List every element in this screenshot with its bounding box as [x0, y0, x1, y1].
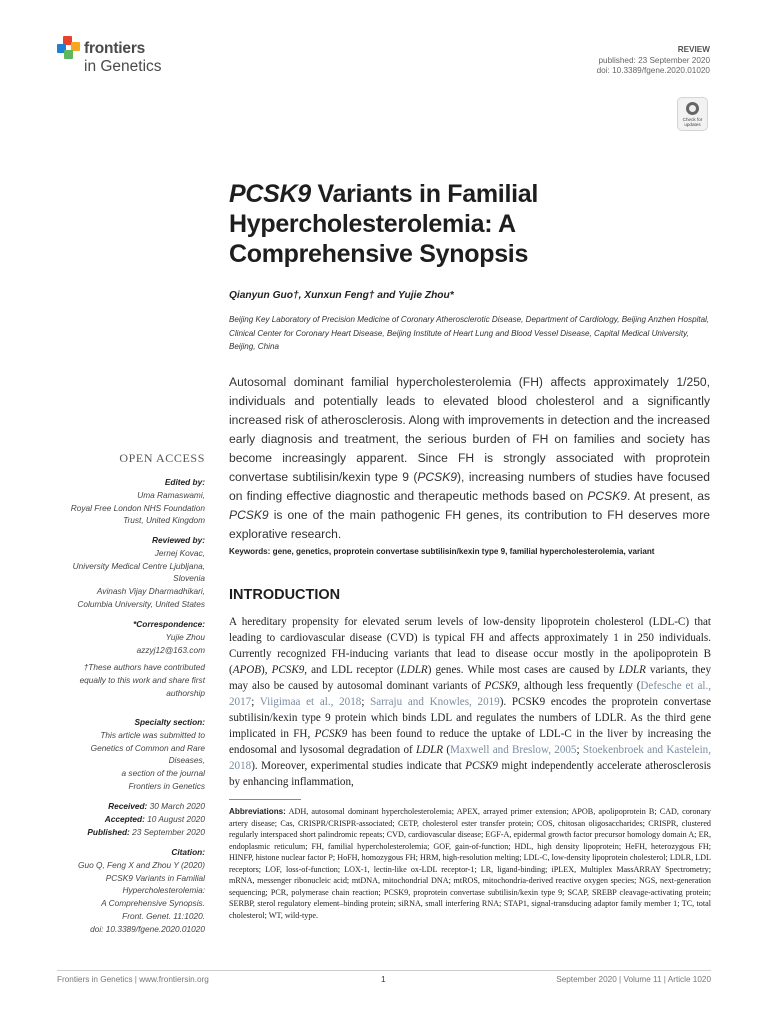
reference-link[interactable]: Viigimaa et al., 2018 [259, 695, 362, 708]
body-text: ( [443, 743, 451, 756]
specialty-heading: Specialty section: [134, 717, 205, 727]
reference-link[interactable]: Defesche et al., 2017 [229, 679, 711, 708]
abbreviations-text: ADH, autosomal dominant hypercholesterolemia; APEX, arrayed primer extension; APOB, apolipoprotein B; CAD, coronary artery disease; Cas, CRISPR/CRISPR-associated; CETP, cholesterol ester transfer protein; COS, chitosan oligosaccharides; CRISPR, clustered regularly interspaced short palindromic repeats; CVD, cardiovascular disease; EGF-A, epidermal growth factor precursor homology domain A; ER, endoplasmic reticulum; FH, familial hypercholesterolemia; GOF, gain-of-function; HDL, high density lipoprotein; HeFH, heterozygous FH; HINFP, histone nuclear factor P; HoFH, homozygous FH; HRM, high-resolution melting; LDL-C, low-density lipoprotein cholesterol; LDLR, LDL receptors; LOF, loss-of-function; LOX-1, lectin-like ox-LDL receptor-1; LR, ligand-binding; iPLEX, Multiplex MassARRAY Spectrometry; mRNA, messenger ribonucleic acid; mtDNA, mitochondrial DNA; mtROS, mitochondria-derived reactive oxygen species; NGS, next-generation sequencing; PCR, polymerase chain reaction; PCSK9, proprotein convertase subtilisin/kexin type 9; SCAP, SREBP cleavage-activating protein; SERBP, sterol regulatory element–binding protein; siRNA, small interfering RNA; STAP1, signal-transducing adaptor family member 1; TC, total cholesterol; WT, wild-type. [229, 807, 711, 920]
doi-link[interactable]: doi: 10.3389/fgene.2020.01020 [596, 66, 710, 75]
article-title [229, 179, 699, 269]
reviewer-line: University Medical Centre Ljubljana, [72, 560, 205, 571]
reference-link[interactable]: Maxwell and Breslow, 2005 [450, 743, 577, 756]
editor-line: Trust, United Kingdom [123, 515, 205, 526]
abstract-text: is one of the main pathogenic FH genes, its contribution to FH deserves more explorative research. [229, 508, 710, 541]
open-access-label: OPEN ACCESS [119, 451, 205, 465]
body-text: A hereditary propensity for elevated serum levels of low-density lipoprotein cholesterol (LDL-C) that leading to cardiovascular disease (CVD) is typical FH and affects approximately 1 in 250 individuals. Currently recognized FH-inducing variants that lead to disease occur mostly in the apolipoprotein B ( [229, 616, 711, 676]
gene-name: LDLR [618, 663, 646, 676]
title-line3: Comprehensive Synopsis [229, 240, 529, 268]
journal-logo[interactable] [57, 36, 177, 80]
reviewer-line: Jernej Kovac, [154, 547, 205, 558]
citation-line: Hypercholesterolemia: [122, 885, 205, 896]
check-for-updates-label: Check for updates [682, 117, 703, 127]
section-heading-introduction: INTRODUCTION [229, 587, 341, 603]
contribution-line: †These authors have contributed [83, 662, 205, 672]
affiliation: Beijing Key Laboratory of Precision Medicine of Coronary Atherosclerotic Disease, Department of Cardiology, Beijing Anzhen Hospital, Clinical Center for Coronary Heart Disease, Beijing Institute of Heart Lung and Blood Vessel Disease, Capital Medical University, Beijing, China [229, 315, 710, 351]
specialty-section [91, 716, 205, 793]
reference-link[interactable]: Stoekenbroek and Kastelein, 2018 [229, 743, 711, 772]
reviewed-by-heading: Reviewed by: [151, 535, 205, 545]
accepted-date: 10 August 2020 [147, 813, 205, 824]
gene-name: PCSK9 [314, 727, 348, 740]
gene-name: PCSK9 [484, 679, 518, 692]
abbreviations-footnote [229, 806, 711, 921]
footnote-divider [229, 799, 301, 800]
citation-doi[interactable]: doi: 10.3389/fgene.2020.01020 [90, 923, 205, 934]
update-check-icon [686, 102, 699, 115]
dates-section [87, 800, 205, 838]
body-text: variants, they may also be caused by autosomal dominant variants of [229, 663, 711, 692]
journal-name: frontiers [84, 40, 146, 57]
accepted-heading: Accepted: [104, 813, 145, 824]
body-text: ). Moreover, experimental studies indicate that [251, 759, 466, 772]
correspondence-section [133, 618, 205, 656]
journal-subname: in Genetics [84, 58, 162, 75]
author-list: Qianyun Guo†, Xunxun Feng† and Yujie Zhou* [229, 290, 454, 301]
reviewer-line: Slovenia [173, 573, 205, 584]
introduction-paragraph [229, 615, 711, 790]
abstract [229, 373, 710, 544]
footer-divider [57, 970, 711, 971]
citation-line: A Comprehensive Synopsis. [101, 898, 205, 909]
gene-name: APOB [232, 663, 262, 676]
citation-heading: Citation: [171, 847, 205, 857]
abstract-text: ), increasing numbers of studies have focused on finding effective diagnostic and therapeutic methods based on [229, 470, 710, 503]
published-date-sidebar: 23 September 2020 [132, 826, 205, 837]
gene-name: PCSK9 [271, 663, 305, 676]
body-text: ). PCSK9 encodes the proprotein convertase subtilisin/kexin type 9 protein which binds LDL and regulates the numbers of LDLR. As the third gene implicated in FH, [229, 695, 712, 740]
article-meta [597, 45, 710, 77]
gene-name: PCSK9 [229, 508, 269, 522]
reviewed-by-section [73, 534, 205, 611]
edited-by-section [71, 476, 205, 527]
gene-name: PCSK9 [417, 470, 458, 484]
abbreviations-label: Abbreviations: [229, 807, 286, 816]
gene-name: PCSK9 [465, 759, 498, 772]
gene-name: LDLR [400, 663, 428, 676]
published-heading: Published: [87, 826, 130, 837]
reviewer-line: Avinash Vijay Dharmadhikari, [96, 586, 205, 597]
correspondent-email[interactable]: azzyj12@163.com [136, 644, 205, 655]
edited-by-heading: Edited by: [164, 477, 205, 487]
citation-line: PCSK9 Variants in Familial [105, 872, 205, 883]
abstract-text: Autosomal dominant familial hypercholesterolemia (FH) affects approximately 1/250, individuals and potentially leads to elevated blood cholesterol and a significantly increased risk of atherosclerosis. Along with improvements in detection and the increased early diagnosis and treatment, the serious burden of FH on families and society has become increasingly apparent. Since FH is strongly associated with proprotein convertase subtilisin/kexin type 9 ( [229, 375, 710, 484]
published-date: published: 23 September 2020 [598, 55, 710, 65]
footer-issue-info: September 2020 | Volume 11 | Article 1020 [556, 975, 711, 984]
check-for-updates-button[interactable] [677, 97, 708, 131]
editor-line: Royal Free London NHS Foundation [70, 502, 205, 513]
specialty-line: a section of the journal [121, 768, 205, 779]
specialty-line: Diseases, [168, 755, 205, 766]
reference-link[interactable]: Sarraju and Knowles, 2019 [370, 695, 500, 708]
gene-name: LDLR [415, 743, 444, 756]
frontiers-logo-icon [57, 36, 81, 60]
title-line2: Hypercholesterolemia: A [229, 210, 516, 238]
body-text: ; [361, 695, 371, 708]
article-type: REVIEW [677, 45, 710, 54]
citation-section [78, 846, 205, 936]
received-date: 30 March 2020 [149, 801, 205, 811]
body-text: ), [261, 663, 272, 676]
specialty-line: Genetics of Common and Rare [90, 742, 205, 753]
reviewer-line: Columbia University, United States [77, 598, 205, 609]
body-text: might independently accelerate atherosclerosis by enhancing inflammation, [229, 759, 711, 788]
keywords: Keywords: gene, genetics, proprotein convertase subtilisin/kexin type 9, familial hypercholesterolemia, variant [229, 547, 655, 556]
citation-line: Front. Genet. 11:1020. [122, 910, 205, 921]
body-text: has been found to reduce the uptake of LDL-C in the liver by increasing the endosomal and lysosomal degradation of [229, 727, 711, 756]
body-text: , although less frequently ( [517, 679, 641, 692]
title-gene: PCSK9 [229, 180, 311, 208]
contribution-note [80, 661, 205, 699]
contribution-line: equally to this work and share first [79, 674, 205, 685]
body-text: , and LDL receptor ( [304, 663, 401, 676]
footer-journal-link[interactable]: Frontiers in Genetics | www.frontiersin.org [57, 975, 209, 984]
editor-line: Uma Ramaswami, [137, 489, 205, 500]
gene-name: PCSK9 [587, 489, 628, 503]
received-heading: Received: [108, 801, 148, 811]
correspondent-name: Yujie Zhou [165, 631, 205, 642]
abstract-text: . At present, as [627, 489, 710, 503]
specialty-line: Frontiers in Genetics [128, 780, 205, 791]
title-line1: Variants in Familial [310, 180, 538, 208]
page-number: 1 [381, 975, 386, 984]
contribution-line: authorship [166, 687, 205, 698]
body-text: ; [576, 743, 583, 756]
specialty-line: This article was submitted to [100, 729, 205, 740]
citation-line: Guo Q, Feng X and Zhou Y (2020) [78, 859, 205, 870]
body-text: ; [251, 695, 260, 708]
correspondence-heading: *Correspondence: [133, 619, 205, 629]
body-text: ) genes. While most cases are caused by [427, 663, 619, 676]
